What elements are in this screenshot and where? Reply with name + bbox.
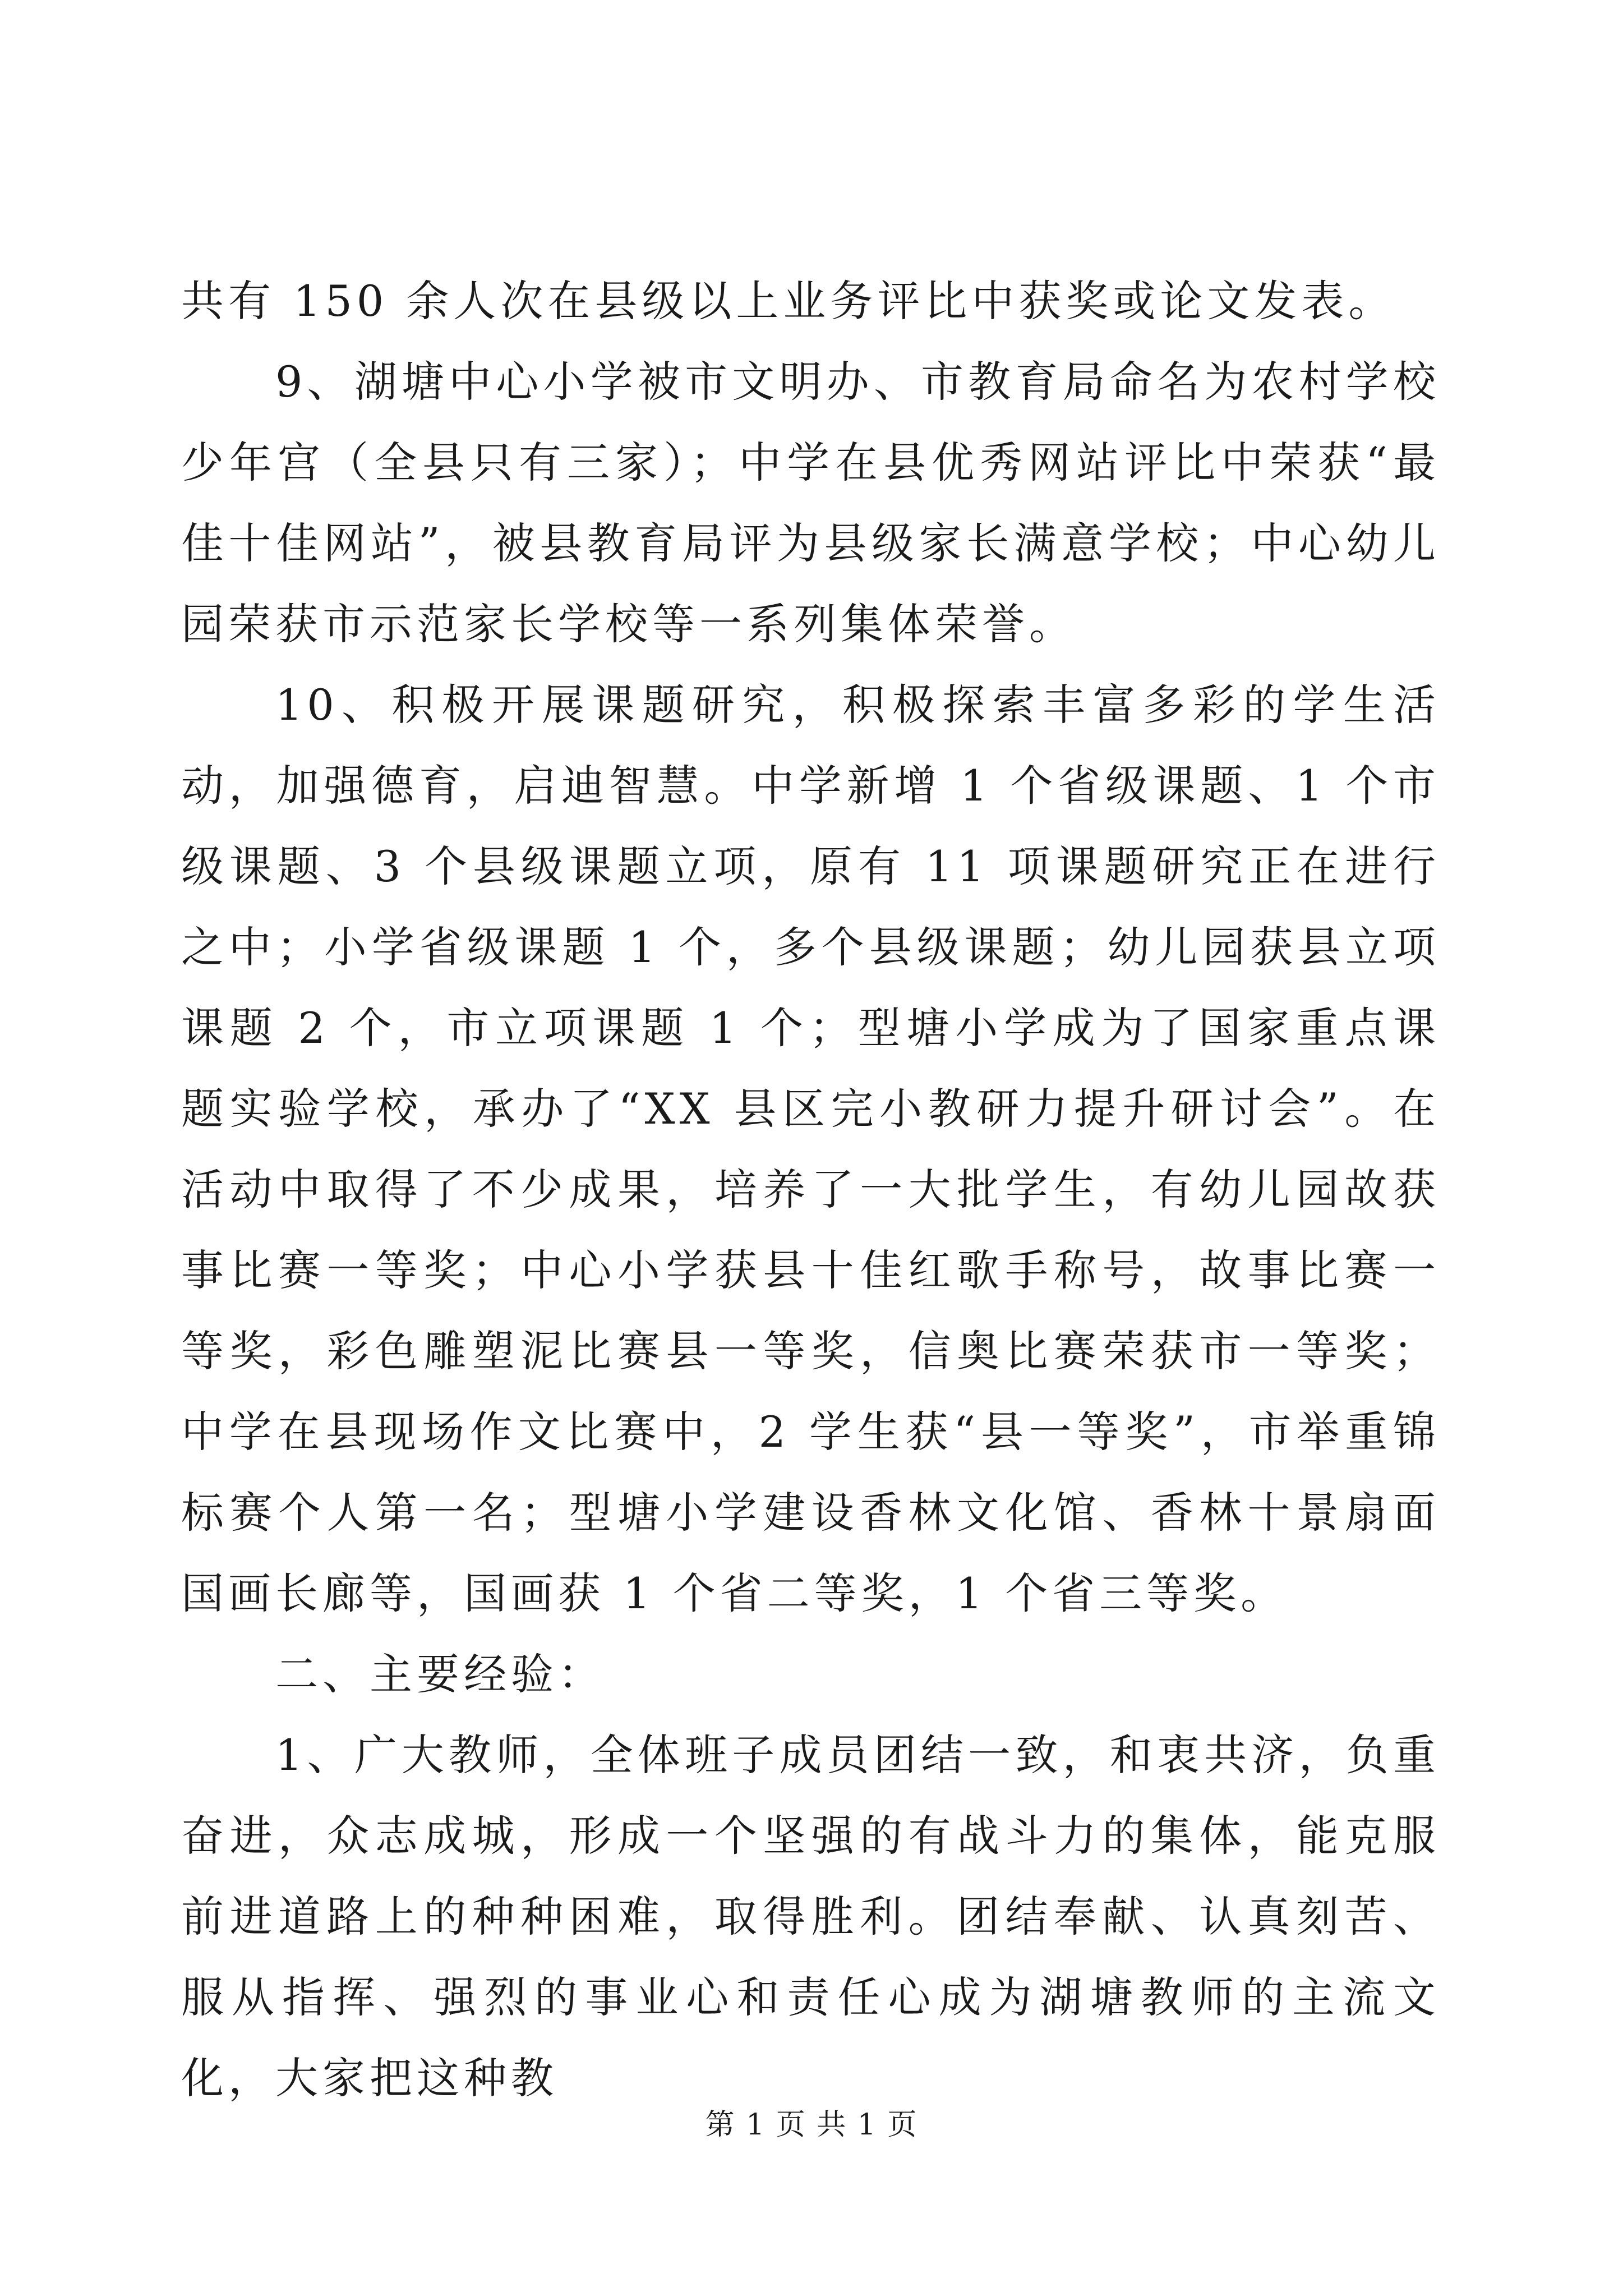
page-footer: 第 1 页 共 1 页 [705, 2108, 918, 2142]
paragraph-3: 10、积极开展课题研究，积极探索丰富多彩的学生活动，加强德育，启迪智慧。中学新增 1 个省级课题、1 个市级课题、3 个县级课题立项，原有 11 项课题研究正在进行之中；小学省级课题 1 个，多个县级课题；幼儿园获县立项课题 2 个，市立项课题 1 个；型塘小学成为了国家重点课题实验学校，承办了“XX 县区完小教研力提升研讨会”。在活动中取得了不少成果，培养了一大批学生，有幼儿园故获事比赛一等奖；中心小学获县十佳红歌手称号，故事比赛一等奖，彩色雕塑泥比赛县一等奖，信奥比赛荣获市一等奖；中学在县现场作文比赛中，2 学生获“县一等奖”，市举重锦标赛个人第一名；型塘小学建设香林文化馆、香林十景扇面国画长廊等，国画获 1 个省二等奖，1 个省三等奖。 [181, 680, 1440, 1618]
paragraph-2: 9、湖塘中心小学被市文明办、市教育局命名为农村学校少年宫（全县只有三家）；中学在县优秀网站评比中荣获“最佳十佳网站”，被县教育局评为县级家长满意学校；中心幼儿园荣获市示范家长学校等一系列集体荣誉。 [181, 357, 1440, 649]
paragraph-4: 1、广大教师，全体班子成员团结一致，和衷共济，负重奋进，众志成城，形成一个坚强的有战斗力的集体，能克服前进道路上的种种困难，取得胜利。团结奉献、认真刻苦、服从指挥、强烈的事业心和责任心成为湖塘教师的主流文化，大家把这种教 [181, 1730, 1440, 2103]
paragraph-1: 共有 150 余人次在县级以上业务评比中获奖或论文发表。 [181, 276, 1396, 326]
section-heading: 二、主要经验： [275, 1649, 605, 1699]
document-body [181, 261, 1440, 2119]
